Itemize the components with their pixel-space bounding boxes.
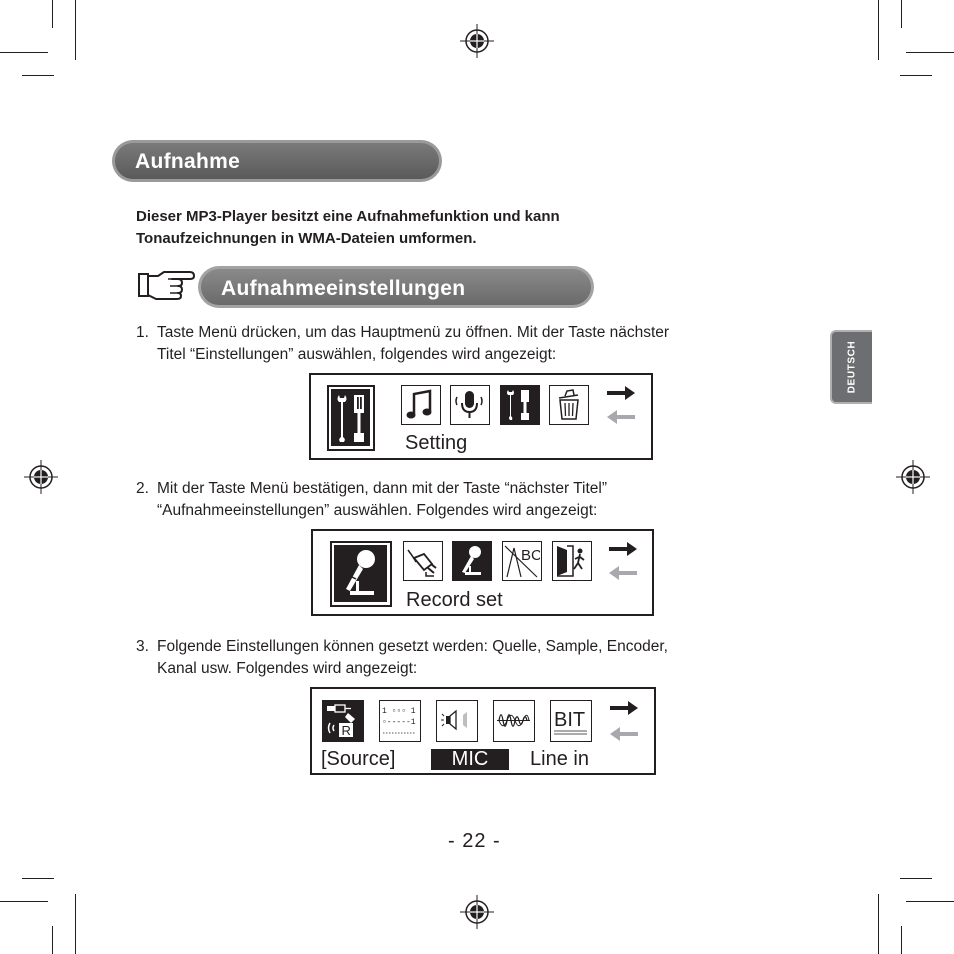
- registration-mark-icon: [460, 895, 494, 929]
- step-number: 2.: [136, 480, 149, 497]
- registration-mark-icon: [460, 24, 494, 58]
- crop-mark: [75, 894, 76, 954]
- crop-mark: [878, 0, 879, 60]
- crop-mark: [900, 878, 932, 879]
- step-line: Mit der Taste Menü bestätigen, dann mit der Taste “nächster Titel”: [157, 480, 608, 497]
- crop-mark: [901, 926, 902, 954]
- bitrate-icon: [550, 700, 592, 742]
- step-line: “Aufnahmeeinstellungen” auswählen. Folgendes wird angezeigt:: [157, 502, 598, 519]
- settings-tools-icon: [327, 385, 375, 451]
- back-arrow-icon: [605, 409, 637, 425]
- crop-mark: [22, 878, 54, 879]
- crop-mark: [75, 0, 76, 60]
- step-1: [136, 322, 776, 368]
- step-2: [136, 478, 776, 524]
- crop-mark: [0, 901, 48, 902]
- microphone-stand-icon: [330, 541, 392, 607]
- step-line: Kanal usw. Folgendes wird angezeigt:: [157, 660, 418, 677]
- trash-icon: [549, 385, 589, 425]
- option-selected: MIC: [431, 749, 509, 770]
- source-label: [Source]: [321, 748, 396, 770]
- crop-mark: [901, 0, 902, 28]
- intro-line: Dieser MP3-Player besitzt eine Aufnahmefunktion und kann: [136, 208, 560, 225]
- bit-text: BIT: [554, 709, 586, 731]
- sample-rate-icon: [379, 700, 421, 742]
- crop-mark: [900, 75, 932, 76]
- language-tab-label: DEUTSCH: [846, 340, 858, 394]
- music-note-icon: [401, 385, 441, 425]
- sample-row: 1 ▫▫▫ 1: [382, 707, 416, 716]
- speaker-channel-icon: [436, 700, 478, 742]
- crop-mark: [906, 901, 954, 902]
- crop-mark: [0, 52, 48, 53]
- next-arrow-icon: [608, 700, 640, 716]
- settings-tools-icon: [500, 385, 540, 425]
- intro-text: [136, 206, 696, 250]
- text-abc-icon: [502, 541, 542, 581]
- crop-mark: [878, 894, 879, 954]
- source-badge: R: [341, 723, 351, 738]
- crop-mark: [906, 52, 954, 53]
- next-arrow-icon: [607, 541, 639, 557]
- back-arrow-icon: [608, 726, 640, 742]
- crop-mark: [52, 926, 53, 954]
- step-3: [136, 636, 776, 682]
- step-number: 1.: [136, 324, 149, 341]
- abc-text: BC: [521, 547, 540, 564]
- language-tab: [830, 330, 872, 404]
- screen-label: Record set: [406, 589, 503, 611]
- subsection-title: Aufnahmeeinstellungen: [221, 277, 466, 300]
- back-arrow-icon: [607, 565, 639, 581]
- option-line-in: Line in: [530, 748, 589, 770]
- plug-icon: [403, 541, 443, 581]
- subsection-heading: [198, 266, 594, 308]
- microphone-stand-icon: [452, 541, 492, 581]
- exit-door-icon: [552, 541, 592, 581]
- registration-mark-icon: [24, 460, 58, 494]
- registration-mark-icon: [896, 460, 930, 494]
- step-line: Folgende Einstellungen können gesetzt werden: Quelle, Sample, Encoder,: [157, 638, 668, 655]
- device-screen-source: [310, 687, 656, 775]
- source-input-icon: [322, 700, 364, 742]
- microphone-icon: [450, 385, 490, 425]
- waveform-icon: [493, 700, 535, 742]
- device-screen-record-set: [311, 529, 654, 616]
- crop-mark: [52, 0, 53, 28]
- step-line: Taste Menü drücken, um das Hauptmenü zu öffnen. Mit der Taste nächster: [157, 324, 670, 341]
- crop-mark: [22, 75, 54, 76]
- step-line: Titel “Einstellungen” auswählen, folgendes wird angezeigt:: [157, 346, 557, 363]
- pointing-hand-icon: [138, 270, 196, 302]
- sample-row: ▫-----1: [382, 718, 416, 727]
- step-number: 3.: [136, 638, 149, 655]
- screen-label: Setting: [405, 432, 468, 454]
- device-screen-setting: [309, 373, 653, 460]
- intro-line: Tonaufzeichnungen in WMA-Dateien umformen.: [136, 230, 477, 247]
- page-number: - 22 -: [448, 830, 501, 852]
- next-arrow-icon: [605, 385, 637, 401]
- section-heading: [112, 140, 442, 182]
- section-title: Aufnahme: [135, 150, 241, 173]
